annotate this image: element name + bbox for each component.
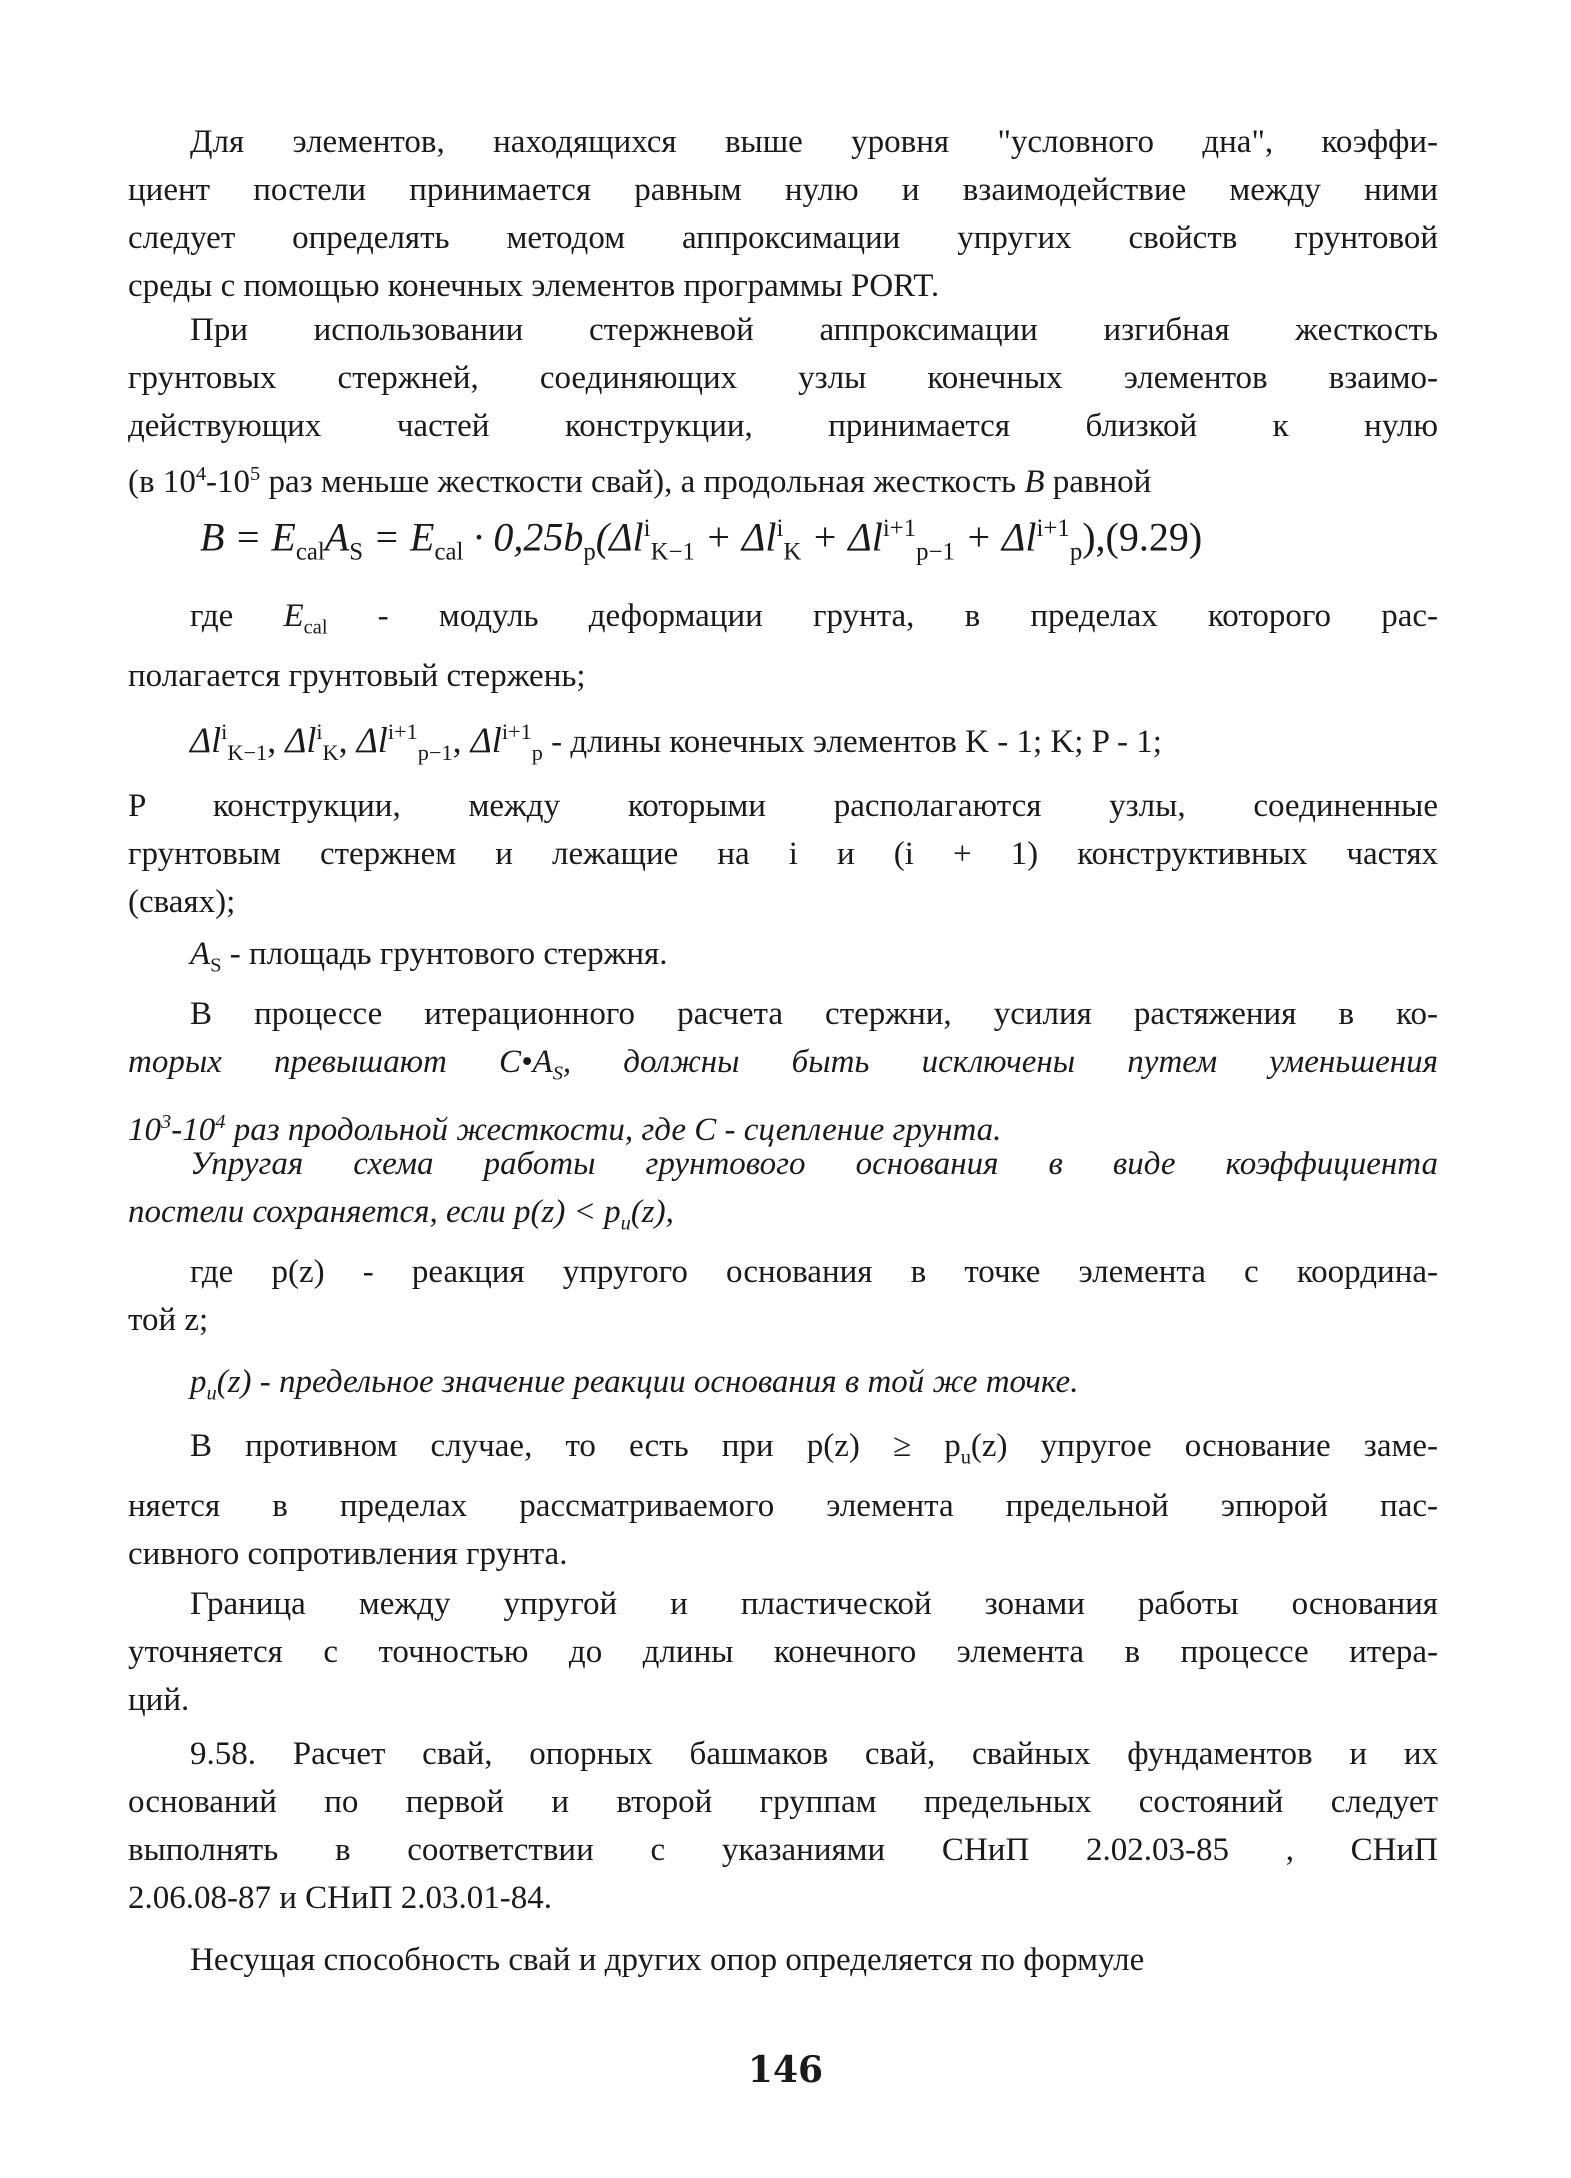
text-line: При использовании стержневой аппроксимации изгибная жесткость bbox=[190, 312, 1438, 348]
text-line bbox=[128, 930, 1438, 990]
text-line: Несущая способность свай и других опор определяется по формуле bbox=[190, 1942, 1145, 1978]
paragraph-12 bbox=[128, 1730, 1438, 1922]
formula-part: + Δl bbox=[694, 514, 777, 560]
superscript: 4 bbox=[215, 1110, 226, 1133]
text-line: Для элементов, находящихся выше уровня "условного дна", коэффи- bbox=[190, 124, 1438, 160]
text-run: равной bbox=[1044, 464, 1152, 500]
paragraph-13 bbox=[128, 1936, 1438, 1984]
text-run: (z) - предельное значение реакции основания в той же точке. bbox=[216, 1364, 1079, 1400]
formula-part: Δl bbox=[356, 720, 388, 760]
subscript: K−1 bbox=[227, 740, 268, 766]
text-run: -10 bbox=[171, 1111, 216, 1148]
text-line bbox=[128, 1358, 1438, 1418]
text-line: 9.58. Расчет свай, опорных башмаков свай, свайных фундаментов и их bbox=[190, 1736, 1438, 1772]
text-line bbox=[128, 592, 1438, 652]
text-line: (сваях); bbox=[128, 884, 236, 920]
subscript: cal bbox=[434, 538, 464, 566]
text-run: - площадь грунтового стержня. bbox=[221, 936, 668, 972]
subscript: p−1 bbox=[417, 740, 453, 766]
formula-part: Δl bbox=[470, 720, 502, 760]
paragraph-7 bbox=[128, 1140, 1438, 1248]
text-line: следует определять методом аппроксимации упругих свойств грунтовой bbox=[128, 220, 1438, 256]
subscript: cal bbox=[303, 616, 328, 639]
paragraph-5 bbox=[128, 930, 1438, 990]
text-line: действующих частей конструкции, принимается близкой к нулю bbox=[128, 408, 1438, 444]
paragraph-1 bbox=[128, 118, 1438, 310]
subscript: cal bbox=[295, 538, 325, 566]
superscript: i+1 bbox=[501, 719, 532, 744]
paragraph-2 bbox=[128, 306, 1438, 506]
paragraph-10 bbox=[128, 1422, 1438, 1578]
text-line bbox=[128, 450, 1438, 506]
formula-part: (Δl bbox=[595, 514, 644, 560]
text-line: той z; bbox=[128, 1302, 209, 1338]
text-line: уточняется с точностью до длины конечного элемента в процессе итера- bbox=[128, 1634, 1438, 1670]
text-run: - длины конечных элементов K - 1; K; P - 1; bbox=[542, 724, 1162, 760]
subscript: S bbox=[552, 1062, 563, 1085]
text-run: -10 bbox=[206, 464, 251, 500]
text-line: Граница между упругой и пластической зонами работы основания bbox=[190, 1586, 1438, 1622]
text-line: 2.06.08-87 и СНиП 2.03.01-84. bbox=[128, 1880, 552, 1916]
superscript: i bbox=[221, 719, 228, 744]
text-run: раз меньше жесткости свай), а продольная жесткость bbox=[260, 464, 1025, 500]
subscript: u bbox=[206, 1382, 217, 1405]
subscript: p−1 bbox=[916, 538, 955, 566]
superscript: 4 bbox=[195, 463, 207, 485]
paragraph-8 bbox=[128, 1248, 1438, 1344]
variable: B bbox=[1024, 464, 1045, 500]
text-run: торых превышают C•A bbox=[128, 1044, 553, 1080]
text-run: раз продольной жесткости, где С - сцепление грунта. bbox=[225, 1111, 1002, 1148]
paragraph-11 bbox=[128, 1580, 1438, 1724]
text-line: грунтовых стержней, соединяющих узлы конечных элементов взаимо- bbox=[128, 360, 1438, 396]
subscript: K bbox=[322, 740, 339, 766]
text-run: В противном случае, то есть при p(z) ≥ p bbox=[190, 1428, 961, 1464]
text-line: полагается грунтовый стержень; bbox=[128, 657, 586, 694]
superscript: 5 bbox=[250, 463, 261, 485]
text-line bbox=[128, 1422, 1438, 1482]
text-line: где p(z) - реакция упругого основания в точке элемента с координа- bbox=[190, 1254, 1438, 1290]
text-line: сивного сопротивления грунта. bbox=[128, 1535, 568, 1572]
variable: p bbox=[190, 1364, 207, 1400]
subscript: u bbox=[620, 1212, 631, 1235]
equation-number: (9.29) bbox=[1105, 514, 1203, 560]
text-line: ций. bbox=[128, 1682, 190, 1718]
subscript: p bbox=[1069, 538, 1083, 566]
superscript: i bbox=[316, 719, 323, 744]
formula-part: + Δl bbox=[801, 514, 883, 560]
formula-9-29 bbox=[200, 505, 1400, 576]
paragraph-6 bbox=[128, 990, 1438, 1154]
subscript: S bbox=[210, 954, 222, 977]
text-run: 10 bbox=[128, 1111, 161, 1148]
text-run: где bbox=[190, 598, 284, 634]
subscript: p bbox=[583, 538, 596, 566]
variable: A bbox=[190, 936, 211, 972]
formula-part: · 0,25b bbox=[463, 514, 584, 560]
subscript: K−1 bbox=[650, 538, 695, 566]
variable: E bbox=[283, 598, 304, 634]
text-line: оснований по первой и второй группам предельных состояний следует bbox=[128, 1784, 1438, 1820]
text-run: (z), bbox=[630, 1194, 674, 1230]
formula-part: Δl bbox=[285, 720, 317, 760]
paragraph-3 bbox=[128, 592, 1438, 700]
text-line: выполнять в соответствии с указаниями СНиП 2.02.03-85 , СНиП bbox=[128, 1832, 1438, 1868]
superscript: i+1 bbox=[387, 719, 418, 744]
formula-part: + Δl bbox=[954, 514, 1037, 560]
text-run: , должны быть исключены путем уменьшения bbox=[562, 1044, 1438, 1080]
formula-part: Δl bbox=[190, 720, 222, 760]
text-line: P конструкции, между которыми располагаются узлы, соединенные bbox=[128, 788, 1438, 824]
superscript: i+1 bbox=[1036, 515, 1070, 542]
text-line: грунтовым стержнем и лежащие на i и (i + 1) конструктивных частях bbox=[128, 836, 1438, 872]
subscript: p bbox=[531, 740, 543, 766]
text-line: Упругая схема работы грунтового основания в виде коэффициента bbox=[190, 1146, 1438, 1182]
superscript: i bbox=[776, 515, 784, 542]
element-lengths-line: $\Delta l^i_{K-1}$, $\Delta l^i_K$, $\Delta l^{i+1}_{p-1}$, $\Delta l^{i+1}_p$ - длины конечных элементов K - 1; K; P - 1; bbox=[190, 719, 1162, 766]
text-line: среды с помощью конечных элементов программы PORT. bbox=[128, 268, 940, 304]
page-number: 146 bbox=[747, 2049, 824, 2091]
text-run: (в 10 bbox=[128, 464, 196, 500]
text-line: циент постели принимается равным нулю и взаимодействие между ними bbox=[128, 172, 1438, 208]
formula-part: A bbox=[324, 514, 350, 560]
formula-part: B = E bbox=[200, 514, 296, 560]
subscript: u bbox=[960, 1446, 971, 1469]
superscript: 3 bbox=[161, 1110, 172, 1133]
superscript: i+1 bbox=[882, 515, 917, 542]
subscript: S bbox=[349, 538, 363, 566]
paragraph-9 bbox=[128, 1358, 1438, 1418]
text-line: В процессе итерационного расчета стержни, усилия растяжения в ко- bbox=[190, 996, 1438, 1032]
text-run: постели сохраняется, если p(z) < p bbox=[128, 1194, 621, 1230]
paragraph-4 bbox=[128, 782, 1438, 926]
subscript: K bbox=[783, 538, 802, 566]
superscript: i bbox=[643, 515, 651, 542]
formula-part: ), bbox=[1082, 514, 1106, 560]
text-line: няется в пределах рассматриваемого элемента предельной эпюрой пас- bbox=[128, 1487, 1438, 1524]
text-line bbox=[128, 1188, 1438, 1248]
text-line bbox=[128, 1038, 1438, 1098]
text-run: - модуль деформации грунта, в пределах которого рас- bbox=[327, 598, 1438, 634]
text-run: (z) упругое основание заме- bbox=[970, 1428, 1438, 1464]
formula-part: = E bbox=[363, 514, 435, 560]
